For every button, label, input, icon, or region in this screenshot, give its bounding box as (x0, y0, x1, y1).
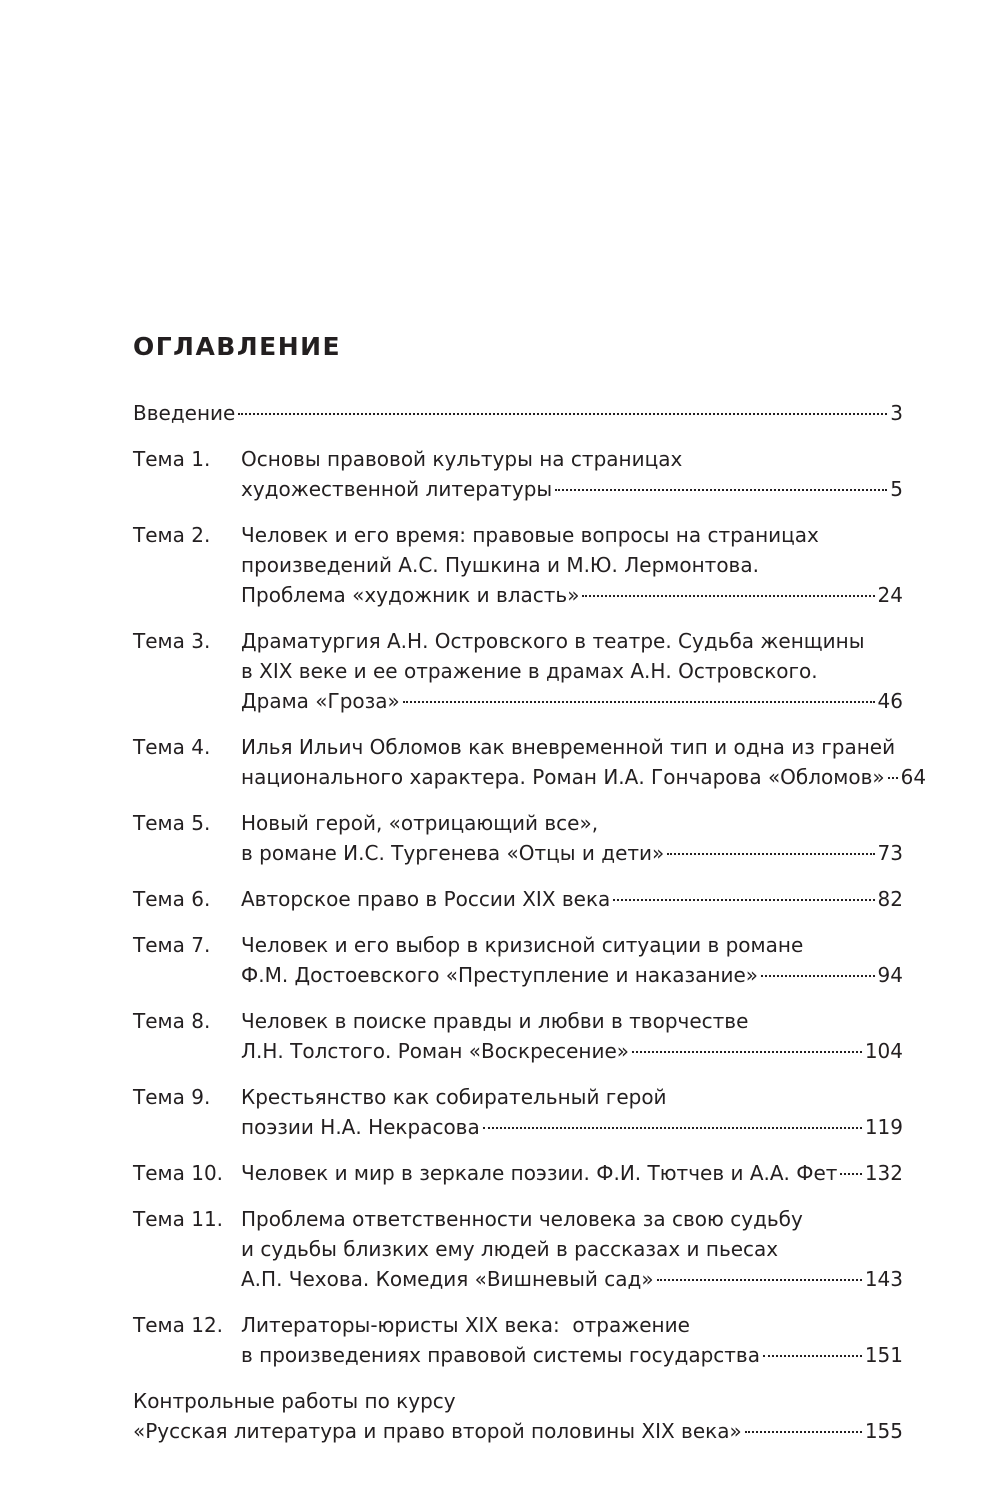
toc-entry-title: художественной литературы (241, 477, 553, 501)
topic-number: Тема 3. (133, 629, 211, 653)
toc-entry-topic-9 (133, 1082, 903, 1142)
toc-entry-title: национального характера. Роман И.А. Гончарова «Обломов» (241, 765, 885, 789)
toc-entry-topic-3 (133, 626, 903, 716)
topic-number: Тема 1. (133, 447, 211, 471)
dot-leader (613, 899, 874, 901)
toc-page-number: 64 (900, 765, 927, 789)
toc-page-number: 151 (864, 1343, 903, 1367)
toc-page-number: 73 (877, 841, 903, 865)
toc-entry-topic-7 (133, 930, 903, 990)
dot-leader (582, 595, 874, 597)
toc-entry-topic-12 (133, 1310, 903, 1370)
toc-entry-line: произведений А.С. Пушкина и М.Ю. Лермонтова. (241, 553, 759, 577)
toc-entry-title: в произведениях правовой системы государства (241, 1343, 760, 1367)
toc-entry-line: Человек и его время: правовые вопросы на страницах (241, 523, 819, 547)
toc-entry-title: «Русская литература и право второй половины XIX века» (133, 1419, 742, 1443)
table-of-contents (133, 398, 927, 1446)
dot-leader (745, 1431, 862, 1433)
topic-number: Тема 5. (133, 811, 211, 835)
dot-leader (403, 701, 875, 703)
toc-page-number: 155 (864, 1419, 903, 1443)
topic-number: Тема 11. (133, 1207, 224, 1231)
dot-leader (483, 1127, 862, 1129)
toc-page-number: 82 (877, 887, 903, 911)
toc-entry-line: Крестьянство как собирательный герой (241, 1085, 667, 1109)
dot-leader (761, 975, 875, 977)
toc-entry-line: Новый герой, «отрицающий все», (241, 811, 599, 835)
topic-number: Тема 4. (133, 735, 211, 759)
topic-number: Тема 6. (133, 887, 211, 911)
toc-page-number: 132 (864, 1161, 903, 1185)
dot-leader (840, 1173, 861, 1175)
topic-number: Тема 2. (133, 523, 211, 547)
toc-entry-topic-4 (133, 732, 927, 792)
toc-entry-topic-6 (133, 884, 903, 914)
toc-entry-title: Введение (133, 401, 236, 425)
dot-leader (763, 1355, 862, 1357)
toc-page-number: 104 (864, 1039, 903, 1063)
toc-entry-title: Авторское право в России XIX века (241, 887, 611, 911)
dot-leader (888, 777, 898, 779)
toc-entry-title: Драма «Гроза» (241, 689, 400, 713)
toc-entry-tests (133, 1386, 903, 1446)
toc-entry-line: Основы правовой культуры на страницах (241, 447, 683, 471)
dot-leader (238, 413, 887, 415)
topic-number: Тема 8. (133, 1009, 211, 1033)
page-title: ОГЛАВЛЕНИЕ (133, 332, 342, 361)
toc-entry-line: Литераторы-юристы XIX века: отражение (241, 1313, 690, 1337)
toc-entry-line: Контрольные работы по курсу (133, 1389, 456, 1413)
toc-entry-line: Человек и его выбор в кризисной ситуации в романе (241, 933, 804, 957)
dot-leader (555, 489, 887, 491)
topic-number: Тема 9. (133, 1085, 211, 1109)
dot-leader (667, 853, 874, 855)
topic-number: Тема 12. (133, 1313, 224, 1337)
toc-entry-line: Драматургия А.Н. Островского в театре. Судьба женщины (241, 629, 865, 653)
toc-page-number: 94 (877, 963, 903, 987)
toc-entry-line: и судьбы близких ему людей в рассказах и пьесах (241, 1237, 779, 1261)
toc-page-number: 46 (877, 689, 903, 713)
toc-entry-intro (133, 398, 903, 428)
dot-leader (632, 1051, 862, 1053)
toc-entry-line: Илья Ильич Обломов как вневременной тип и одна из граней (241, 735, 896, 759)
toc-entry-line: Человек в поиске правды и любви в творчестве (241, 1009, 749, 1033)
toc-entry-title: в романе И.С. Тургенева «Отцы и дети» (241, 841, 665, 865)
toc-page-number: 5 (890, 477, 903, 501)
toc-page-number: 143 (864, 1267, 903, 1291)
toc-entry-title: поэзии Н.А. Некрасова (241, 1115, 480, 1139)
toc-entry-title: Л.Н. Толстого. Роман «Воскресение» (241, 1039, 629, 1063)
toc-entry-title: Проблема «художник и власть» (241, 583, 580, 607)
toc-entry-title: Человек и мир в зеркале поэзии. Ф.И. Тютчев и А.А. Фет (241, 1161, 838, 1185)
toc-page-number: 3 (890, 401, 903, 425)
toc-entry-topic-2 (133, 520, 903, 610)
topic-number: Тема 10. (133, 1161, 224, 1185)
toc-entry-title: Ф.М. Достоевского «Преступление и наказание» (241, 963, 758, 987)
toc-entry-line: Проблема ответственности человека за свою судьбу (241, 1207, 803, 1231)
toc-entry-topic-5 (133, 808, 903, 868)
toc-entry-title: А.П. Чехова. Комедия «Вишневый сад» (241, 1267, 654, 1291)
toc-entry-topic-8 (133, 1006, 903, 1066)
toc-page-number: 119 (864, 1115, 903, 1139)
topic-number: Тема 7. (133, 933, 211, 957)
toc-entry-line: в XIX веке и ее отражение в драмах А.Н. Островского. (241, 659, 818, 683)
toc-entry-topic-11 (133, 1204, 903, 1294)
toc-entry-topic-10 (133, 1158, 903, 1188)
toc-entry-topic-1 (133, 444, 903, 504)
toc-page-number: 24 (877, 583, 903, 607)
dot-leader (657, 1279, 862, 1281)
